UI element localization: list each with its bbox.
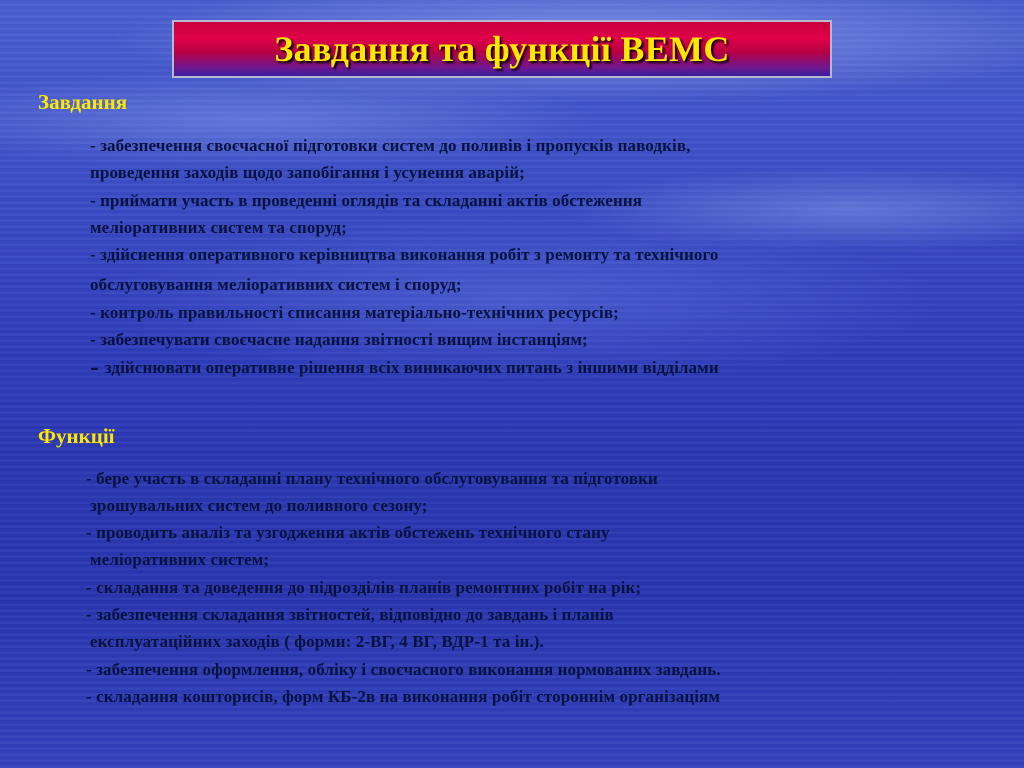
tasks-line: - забезпечення своєчасної підготовки систем до поливів і пропусків паводків, xyxy=(90,136,691,155)
tasks-line: - приймати участь в проведенні оглядів та складанні актів обстеження xyxy=(90,191,643,210)
functions-line: зрошувальних систем до поливного сезону; xyxy=(90,496,428,515)
tasks-heading: Завдання xyxy=(38,90,128,114)
slide-title-banner xyxy=(172,20,832,78)
functions-line: - бере участь в складанні плану технічного обслуговування та підготовки xyxy=(86,469,658,488)
tasks-last-text: здійснювати оперативне рішення всіх виникаючих питань з іншими відділами xyxy=(104,358,719,377)
tasks-line: - здійснення оперативного керівництва виконання робіт з ремонту та технічного xyxy=(90,245,719,264)
tasks-line-last xyxy=(90,354,719,380)
functions-line: - забезпечення складання звітностей, відповідно до завдань і планів xyxy=(86,605,614,624)
tasks-last-dash: - xyxy=(90,352,99,381)
tasks-line: проведення заходів щодо запобігання і усунення аварій; xyxy=(90,163,525,182)
functions-line: - складання кошторисів, форм КБ-2в на виконання робіт стороннім організаціям xyxy=(86,687,721,706)
tasks-line: обслуговування меліоративних систем і споруд; xyxy=(90,275,462,294)
functions-line: експлуатаційних заходів ( форми: 2-ВГ, 4 ВГ, ВДР-1 та ін.). xyxy=(90,632,544,651)
functions-line: - проводить аналіз та узгодження актів обстежень технічного стану xyxy=(86,523,610,542)
tasks-line: меліоративних систем та споруд; xyxy=(90,218,347,237)
functions-line: - забезпечення оформлення, обліку і своєчасного виконання нормованих завдань. xyxy=(86,660,721,679)
tasks-line: - контроль правильності списання матеріально-технічних ресурсів; xyxy=(90,303,619,322)
functions-line: - складання та доведення до підрозділів планів ремонтних робіт на рік; xyxy=(86,578,642,597)
slide-title: Завдання та функції ВЕМС xyxy=(274,29,730,69)
functions-heading: Функції xyxy=(38,424,115,448)
functions-line: меліоративних систем; xyxy=(90,550,270,569)
tasks-line: - забезпечувати своєчасне надання звітності вищим інстанціям; xyxy=(90,330,588,349)
